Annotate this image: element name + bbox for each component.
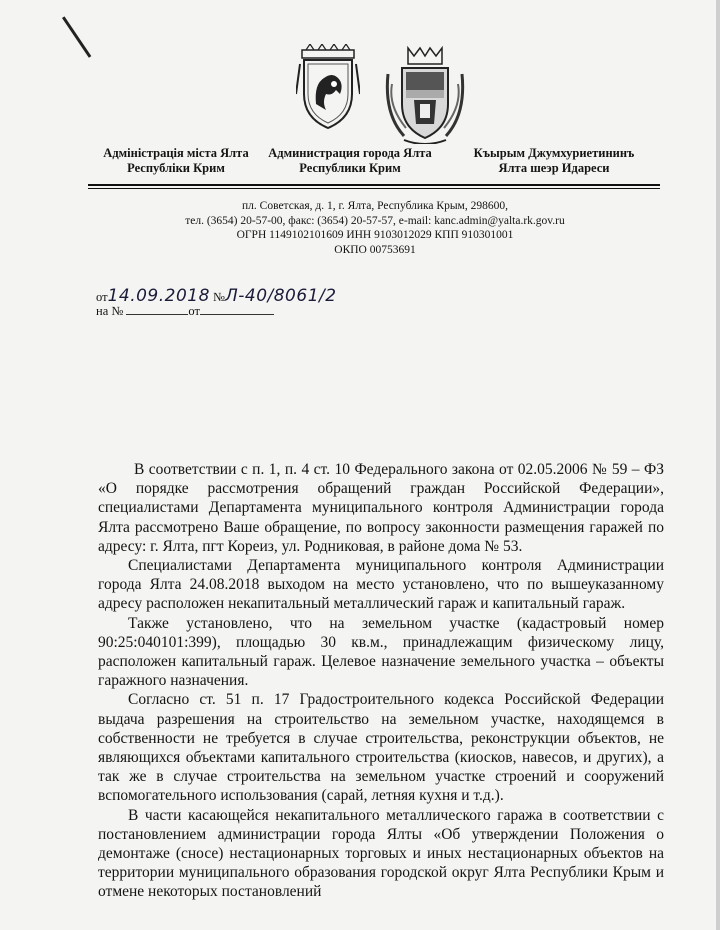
reply-from-label: от (188, 304, 200, 318)
org-name-ukrainian (88, 146, 264, 176)
contact-address: пл. Советская, д. 1, г. Ялта, Республика Крым, 298600, (242, 200, 508, 212)
ref-number-label: № (213, 290, 225, 304)
body-paragraph: Специалистами Департамента муниципального контроля Администрации города Ялта 24.08.2018 выходом на место установлено, что по вышеуказанному адресу расположен некапитальный металлический гараж и капитальный гараж. (98, 557, 664, 613)
ref-number-handwritten: Л-40/8061/2 (224, 286, 337, 306)
org-name-crimean-tatar (454, 146, 654, 176)
body-paragraph: Согласно ст. 51 п. 17 Градостроительного кодекса Российской Федерации выдача разрешения на строительство на земельном участке, находящемся в собственности не требуется в случае строительства, реконструкции объектов, не являющихся объектами капитального строительства (киосков, навесов, и других), а так же в случае строительства на земельном участке строений и сооружений вспомогательного использования (сарай, летняя кухня и т.д.). (98, 691, 664, 805)
scan-edge (716, 0, 720, 930)
ref-from-label: от (96, 290, 108, 304)
org-name-ru-line-2: Республики Крим (299, 161, 401, 175)
contact-phones: тел. (3654) 20-57-00, факс: (3654) 20-57-57, e-mail: kanc.admin@yalta.rk.gov.ru (185, 214, 565, 227)
org-name-russian (262, 146, 438, 176)
ref-date-handwritten: 14.09.2018 (107, 286, 210, 306)
org-name-ua-line-2: Республіки Крим (127, 161, 225, 175)
reply-number-blank (126, 304, 188, 315)
org-name-crh-line-2: Ялта шеэр Идареси (498, 161, 610, 175)
contact-block (150, 199, 600, 257)
org-name-ua-line-1: Адміністрація міста Ялта (103, 146, 249, 160)
org-name-crh-line-1: Къырым Джумхуриетининъ (473, 146, 635, 160)
crimea-coat-of-arms-icon (296, 44, 360, 132)
pen-stroke-mark (62, 16, 91, 57)
letter-body (98, 460, 664, 902)
body-paragraph: Также установлено, что на земельном участке (кадастровый номер 90:25:040101:399), площадью 30 кв.м., принадлежащим физическому лицу, расположен капитальный гараж. Целевое назначение земельного участка – объекты гаражного назначения. (98, 614, 664, 690)
reply-date-blank (200, 304, 274, 315)
org-name-ru-line-1: Администрация города Ялта (268, 146, 432, 160)
body-paragraph: В соответствии с п. 1, п. 4 ст. 10 Федерального закона от 02.05.2006 № 59 – ФЗ «О порядке рассмотрения обращений граждан Российской Федерации», специалистами Департамента муниципального контроля Администрации города Ялта рассмотрено Ваше обращение, по вопросу законности размещения гаражей по адресу: г. Ялта, пгт Кореиз, ул. Родниковая, в районе дома № 53. (98, 461, 664, 555)
incoming-reference (96, 304, 274, 319)
reply-number-label: на № (96, 304, 124, 318)
header-divider-thin (88, 188, 660, 189)
body-paragraph: В части касающейся некапитального металлического гаража в соответствии с постановлением администрации города Ялты «Об утверждении Положения о демонтаже (сносе) нестационарных торговых и иных нестационарных объектов на территории муниципального образования городской округ Ялта Республики Крым и отмене некоторых постановлений (98, 806, 664, 901)
outgoing-reference (96, 286, 337, 306)
contact-okpo: ОКПО 00753691 (334, 243, 416, 256)
header-divider-thick (88, 184, 660, 186)
contact-registration-codes: ОГРН 1149102101609 ИНН 9103012029 КПП 910301001 (236, 229, 514, 241)
yalta-coat-of-arms-icon (384, 44, 466, 144)
